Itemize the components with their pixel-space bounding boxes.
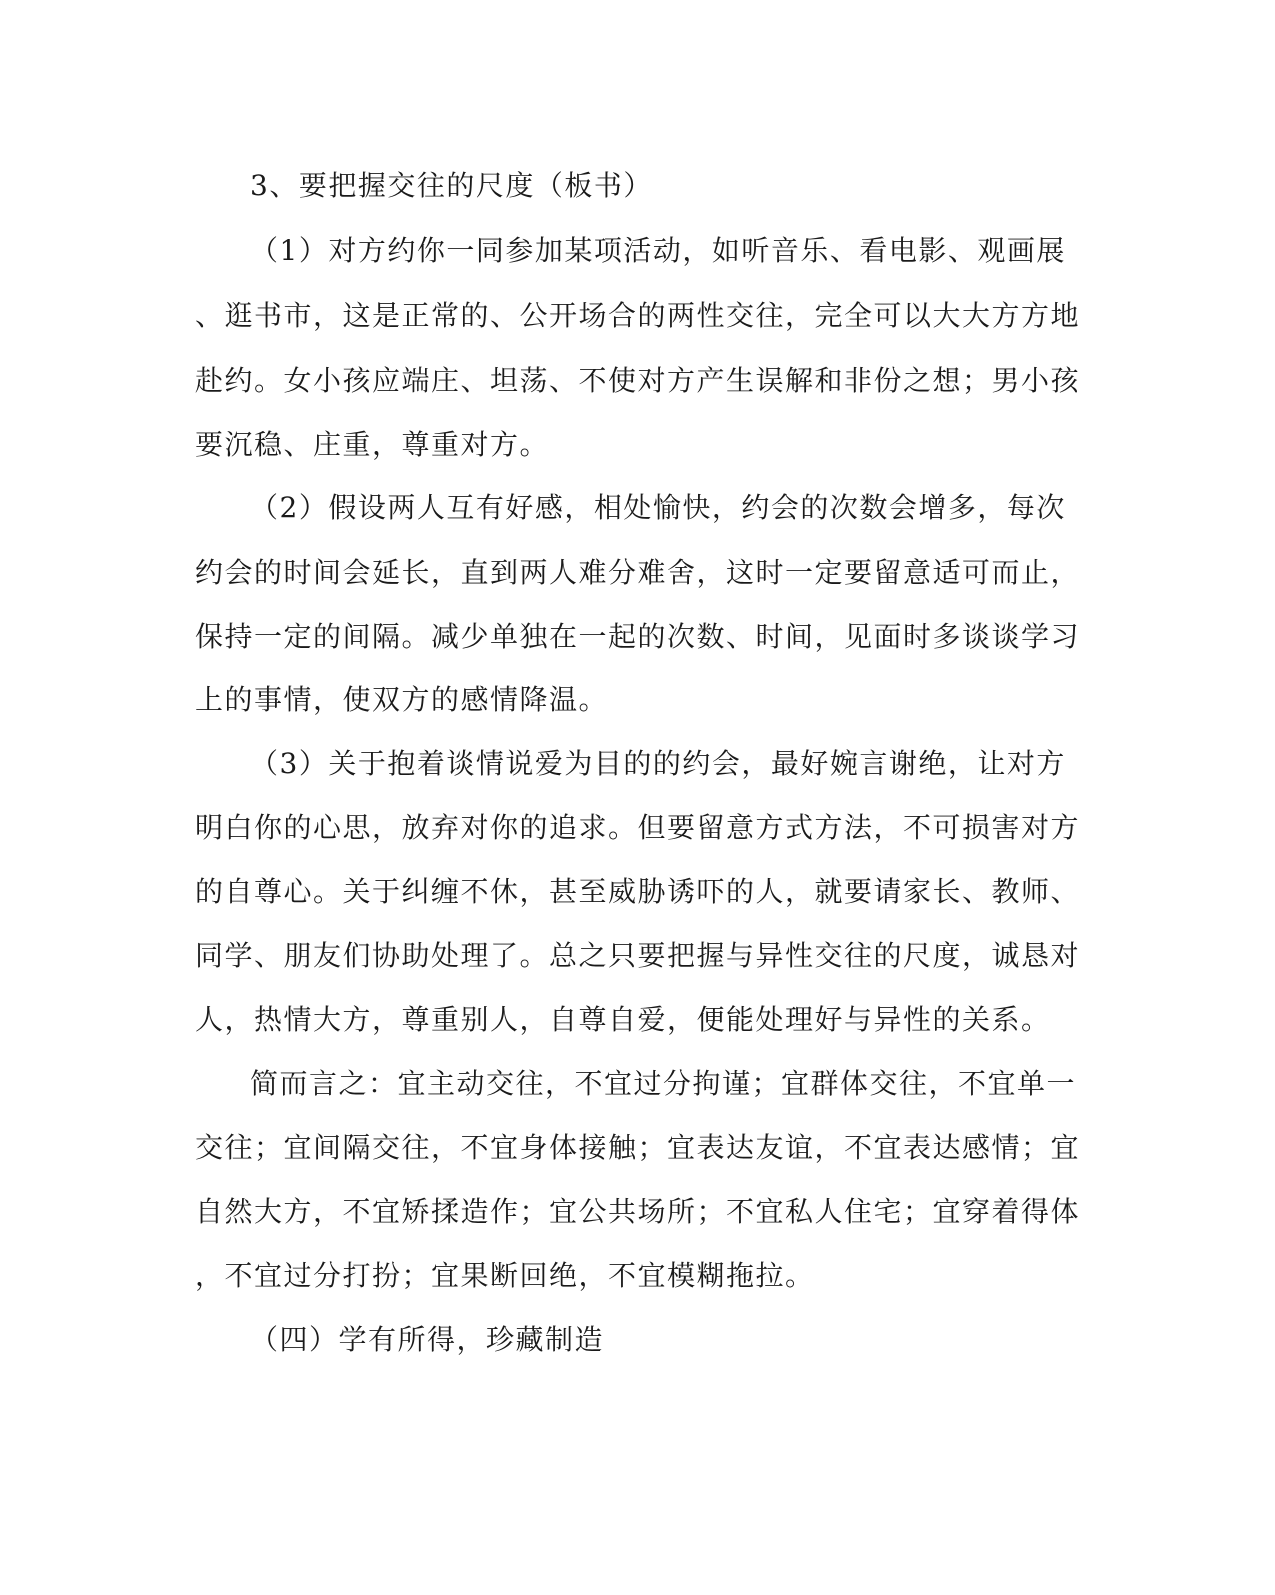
paragraph-3-line-1: （3）关于抱着谈情说爱为目的的约会，最好婉言谢绝，让对方 (250, 747, 1066, 780)
paragraph-2-line-4: 上的事情，使双方的感情降温。 (195, 683, 609, 716)
paragraph-1-line-3: 赴约。女小孩应端庄、坦荡、不使对方产生误解和非份之想；男小孩 (195, 364, 1081, 397)
paragraph-3-line-5: 人，热情大方，尊重别人，自尊自爱，便能处理好与异性的关系。 (195, 1003, 1051, 1036)
paragraph-4-line-2: 交往；宜间隔交往，不宜身体接触；宜表达友谊，不宜表达感情；宜 (195, 1131, 1081, 1164)
paragraph-1-line-1: （1）对方约你一同参加某项活动，如听音乐、看电影、观画展 (250, 234, 1066, 267)
paragraph-2-line-3: 保持一定的间隔。减少单独在一起的次数、时间，见面时多谈谈学习 (195, 620, 1081, 653)
paragraph-3-line-4: 同学、朋友们协助处理了。总之只要把握与异性交往的尺度，诚恳对 (195, 939, 1081, 972)
paragraph-4-line-3: 自然大方，不宜矫揉造作；宜公共场所；不宜私人住宅；宜穿着得体 (195, 1195, 1081, 1228)
paragraph-1-line-4: 要沉稳、庄重，尊重对方。 (195, 428, 550, 461)
paragraph-4-line-4: ，不宜过分打扮；宜果断回绝，不宜模糊拖拉。 (195, 1259, 815, 1292)
section-heading-3: 3、要把握交往的尺度（板书） (250, 169, 653, 202)
paragraph-1-line-2: 、逛书市，这是正常的、公开场合的两性交往，完全可以大大方方地 (195, 299, 1081, 332)
paragraph-2-line-1: （2）假设两人互有好感，相处愉快，约会的次数会增多，每次 (250, 491, 1066, 524)
section-heading-4: （四）学有所得，珍藏制造 (250, 1323, 605, 1356)
paragraph-3-line-3: 的自尊心。关于纠缠不休，甚至威胁诱吓的人，就要请家长、教师、 (195, 875, 1081, 908)
paragraph-4-line-1: 简而言之：宜主动交往，不宜过分拘谨；宜群体交往，不宜单一 (250, 1067, 1077, 1100)
paragraph-3-line-2: 明白你的心思，放弃对你的追求。但要留意方式方法，不可损害对方 (195, 811, 1081, 844)
paragraph-2-line-2: 约会的时间会延长，直到两人难分难舍，这时一定要留意适可而止， (195, 556, 1081, 589)
